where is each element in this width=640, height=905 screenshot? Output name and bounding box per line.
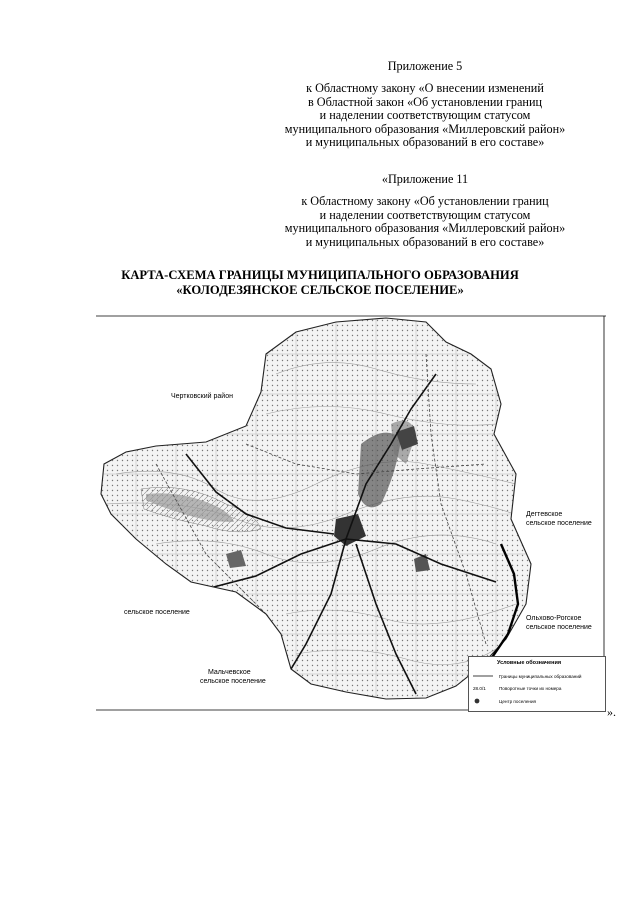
legend-title: Условные обозначения	[497, 660, 562, 666]
appendix-5-line: муниципального образования «Миллеровский район»	[284, 121, 566, 136]
boundary-line-icon	[473, 674, 493, 679]
appendix-11-line: и наделении соответствующим статусом	[319, 207, 531, 222]
map-title-line: «КОЛОДЕЗЯНСКОЕ СЕЛЬСКОЕ ПОСЕЛЕНИЕ»	[176, 283, 464, 297]
map-legend	[468, 656, 606, 712]
appendix-11-block	[260, 173, 590, 249]
label-degtevskoe: Дегтевское	[526, 511, 563, 518]
legend-item-center	[473, 698, 536, 705]
label-olkhovo-rogskoe: сельское поселение	[526, 624, 592, 631]
appendix-11-heading: «Приложение 11	[381, 172, 469, 186]
label-chertkovsky-district: Чертковский район	[171, 393, 233, 400]
settlement-center-icon	[473, 698, 493, 705]
closing-quote: ».	[607, 705, 616, 719]
appendix-5-block	[260, 60, 590, 149]
appendix-5-line: в Областной закон «Об установлении границ	[307, 94, 542, 109]
label-olkhovo-rogskoe: Ольхово-Рогское	[526, 615, 582, 622]
label-malchevskoe: сельское поселение	[200, 678, 266, 685]
appendix-5-heading: Приложение 5	[387, 59, 463, 73]
map-title-line: КАРТА-СХЕМА ГРАНИЦЫ МУНИЦИПАЛЬНОГО ОБРАЗОВАНИЯ	[121, 268, 519, 282]
label-degtevskoe: сельское поселение	[526, 520, 592, 527]
appendix-5-line: к Областному закону «О внесении изменений	[306, 81, 544, 96]
label-west-settlement: сельское поселение	[124, 609, 190, 616]
legend-item-text: Поворотные точки их номера	[499, 686, 562, 691]
boundary-map	[96, 314, 606, 712]
legend-item-text: Границы муниципальных образований	[499, 674, 582, 679]
appendix-5-line: и муниципальных образований в его составе»	[305, 135, 545, 150]
appendix-11-line: к Областному закону «Об установлении границ	[301, 194, 549, 209]
appendix-11-line: и муниципальных образований в его составе»	[305, 234, 545, 249]
legend-item-turning-points	[473, 686, 561, 691]
legend-item-boundary	[473, 674, 581, 679]
map-title	[40, 268, 600, 298]
legend-item-text: Центр поселения	[499, 699, 536, 704]
legend-item-symbol: 28.0/1	[473, 686, 486, 691]
boundary-map-svg	[96, 314, 606, 712]
appendix-5-line: и наделении соответствующим статусом	[319, 108, 531, 123]
appendix-11-line: муниципального образования «Миллеровский район»	[284, 221, 566, 236]
label-malchevskoe: Мальчевское	[208, 669, 251, 676]
